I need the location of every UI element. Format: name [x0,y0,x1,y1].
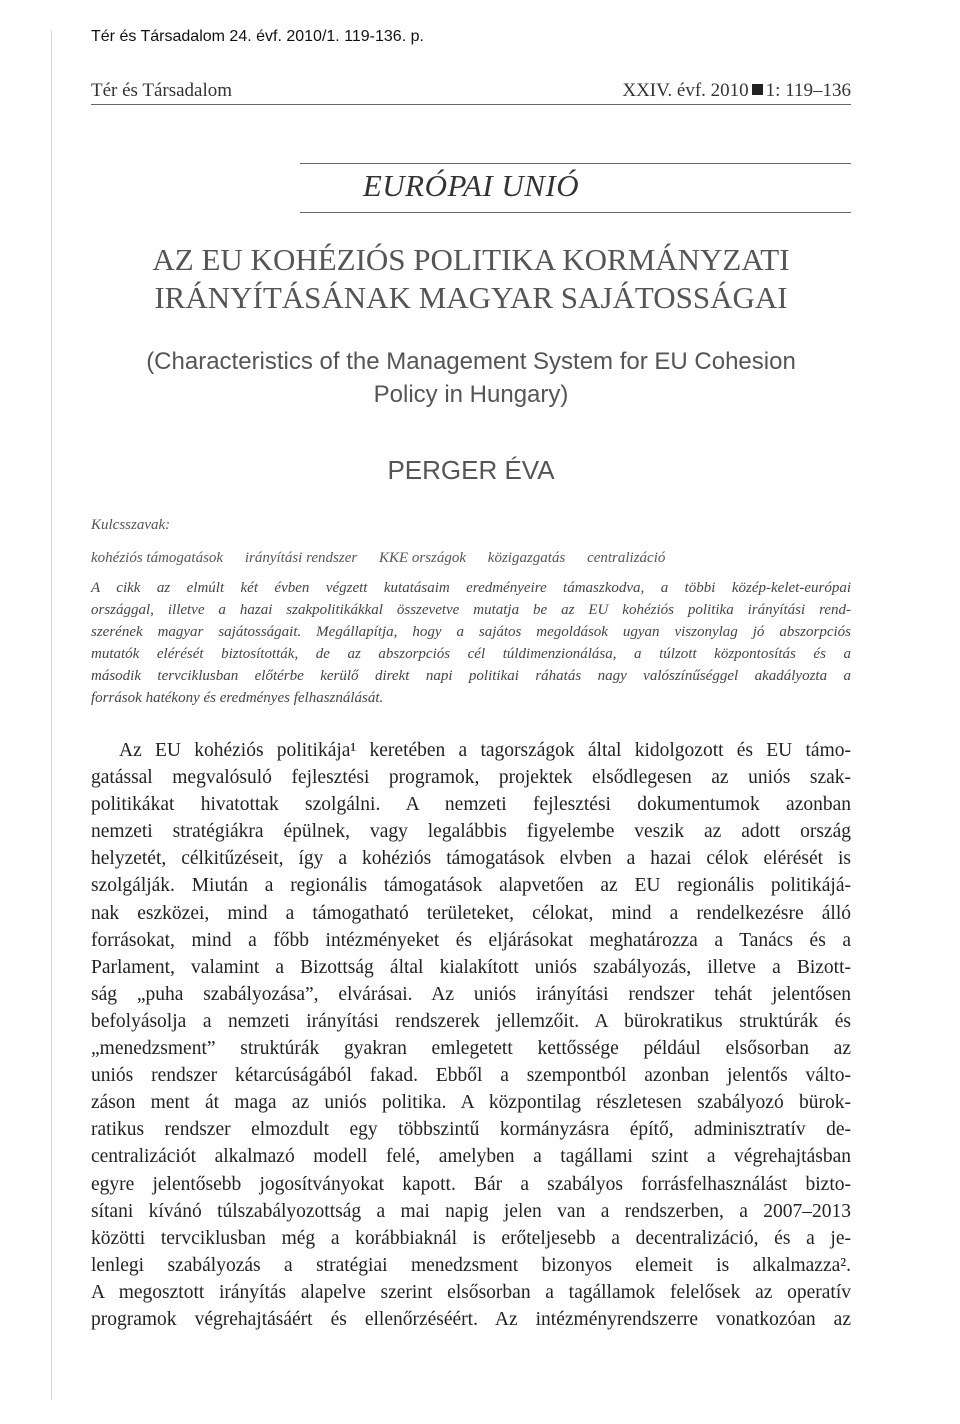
body-line: helyzetét, célkitűzéseit, így a kohéziós támogatások elvben a hazai célok elérését is [91,848,851,870]
body-line: lenlegi szabályozás a stratégiai menedzsment bizonyos elemeit is alkalmazza². [91,1254,851,1276]
section-title: EURÓPAI UNIÓ [362,168,580,203]
body-line: programok végrehajtásáért és ellenőrzéséért. Az intézményrendszerre vonatkozóan az [91,1308,851,1330]
page-margin-line [51,30,52,1400]
body-line: gatással megvalósuló fejlesztési programok, projektek elsődlegesen az uniós szak- [91,767,851,789]
article-subtitle-line: (Characteristics of the Management System for EU Cohesion [146,348,796,375]
body-line: ság „puha szabályozása”, elvárásai. Az uniós irányítási rendszer tehát jelentősen [91,983,851,1005]
body-line: uniós rendszer kétarcúságából fakad. Ebből a szempontból azonban jelentős válto- [91,1065,851,1087]
abstract-line: második tervciklusban előtérbe kerülő direkt napi politikai ráhatás nagy valószínűséggel akadályozta a [91,668,851,684]
body-line: forrásokat, mind a főbb intézményeket és eljárásokat meghatározza a Tanács és a [91,929,851,951]
keyword: centralizáció [587,550,666,566]
keywords-label: Kulcsszavak: [91,517,171,533]
article-title [91,241,851,317]
body-text [91,737,851,1333]
body-line: sítani kívánó túlszabályozottság a mai napig jelen van a rendszerben, a 2007–2013 [91,1200,851,1222]
body-line: befolyásolja a nemzeti irányítási rendszerek jellemzőit. A bürokratikus struktúrák és [91,1010,851,1032]
body-line: nak eszközei, mind a támogatható területeket, célokat, mind a rendelkezésre álló [91,902,851,924]
abstract-line: mutatók elérését biztosították, de az abszorpciós cél túldimenzionálása, a túlzott központosítás és a [91,646,851,662]
abstract-line: szerének magyar sajátosságait. Megállapítja, hogy a sajátos megoldások ugyan viszonylag jó abszorpciós [91,624,851,640]
citation-line: Tér és Társadalom 24. évf. 2010/1. 119-136. p. [91,28,424,45]
body-line: „menedzsment” struktúrák gyakran emlegetett kettőssége például elsősorban az [91,1038,851,1060]
keyword: kohéziós támogatások [91,550,224,566]
running-head-pages: 1: 119–136 [765,80,851,101]
body-line: ratikus rendszer elmozdult egy többszintű kormányzásra építő, adminisztratív de- [91,1119,851,1141]
running-head-issue [622,80,851,102]
article-title-line: IRÁNYÍTÁSÁNAK MAGYAR SAJÁTOSSÁGAI [154,280,788,315]
article-title-line: AZ EU KOHÉZIÓS POLITIKA KORMÁNYZATI [152,242,790,277]
running-head-volume: XXIV. évf. 2010 [622,80,749,101]
abstract-line: források hatékony és eredményes felhasználását. [91,690,384,706]
body-line: politikákat hivatottak szolgálni. A nemzeti fejlesztési dokumentumok azonban [91,794,851,816]
header-rule [91,104,851,105]
body-line: közötti tervciklusban még a korábbiaknál is erőteljesebb a decentralizáció, és a je- [91,1227,851,1249]
running-head-journal: Tér és Társadalom [91,80,233,101]
section-rule-top [300,163,851,164]
abstract [91,577,851,709]
keyword: KKE országok [378,550,467,566]
square-bullet-icon [752,84,763,95]
body-line: centralizációt alkalmazó modell felé, amelyben a tagállami szint a végrehajtásban [91,1146,851,1168]
body-line: nemzeti stratégiákra épülnek, vagy legalábbis figyelembe veszik az adott ország [91,821,851,843]
abstract-line: országgal, illetve a hazai szakpolitikákkal összevetve mutatja be az EU kohéziós politika irányítási rend- [91,602,851,618]
body-line: szolgálják. Miután a regionális támogatások alapvetően az EU regionális politikájá- [91,875,851,897]
body-line: egyre jelentősebb jogosítványokat kapott. Bár a szabályos forrásfelhasználást bizto- [91,1173,851,1195]
body-line: Parlament, valamint a Bizottság által kialakított uniós szabályozás, illetve a Bizott- [91,956,851,978]
article-subtitle [91,345,851,411]
keywords-list [91,550,851,567]
keyword: közigazgatás [487,550,566,566]
section-rule-bottom [300,212,851,213]
body-line: A megosztott irányítás alapelve szerint elsősorban a tagállamok felelősek az operatív [91,1281,851,1303]
abstract-line: A cikk az elmúlt két évben végzett kutatásaim eredményeire támaszkodva, a többi közép-kelet-európai [91,580,851,596]
author-name: PERGER ÉVA [387,455,555,485]
body-line: záson ment át maga az uniós politika. A központilag részletesen szabályozó bürok- [91,1092,851,1114]
keyword: irányítási rendszer [244,550,358,566]
article-subtitle-line: Policy in Hungary) [373,381,569,408]
body-line: Az EU kohéziós politikája¹ keretében a tagországok által kidolgozott és EU támo- [119,740,851,761]
